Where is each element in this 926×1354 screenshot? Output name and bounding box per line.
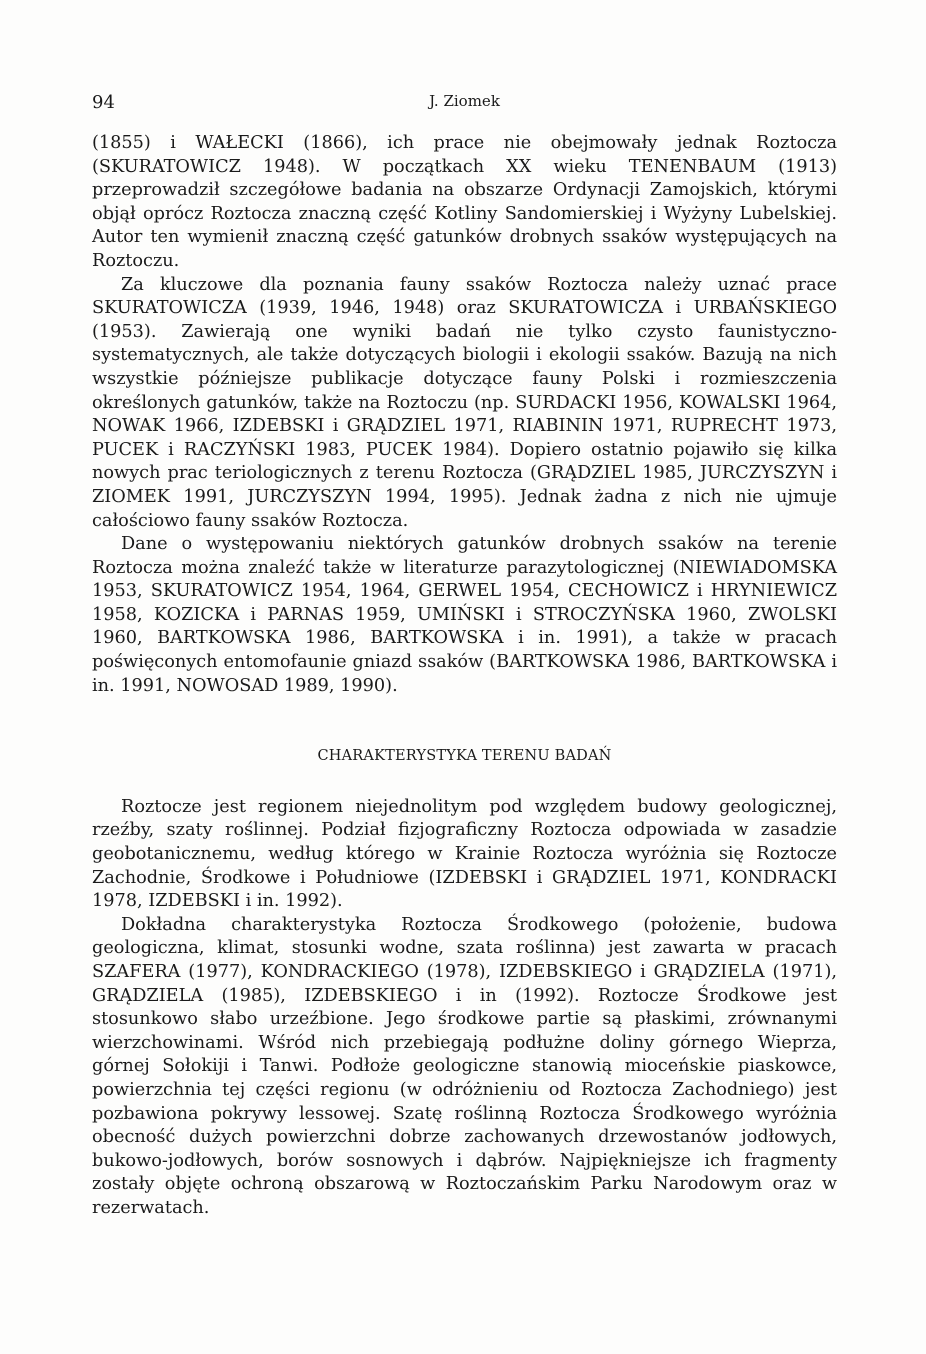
paragraph: Za kluczowe dla poznania fauny ssaków Roztocza należy uznać prace SKURATOWICZA (1939, 1946, 1948) oraz SKURATOWICZA i URBAŃSKIEGO (1953). Zawierają one wyniki badań nie tylko czysto faunistyczno-systematycznych, ale także dotyczących biologii i ekologii ssaków. Bazują na nich wszystkie późniejsze publikacje dotyczące fauny Polski i rozmieszczenia określonych gatunków, także na Roztoczu (np. SURDACKI 1956, KOWALSKI 1964, NOWAK 1966, IZDEBSKI i GRĄDZIEL 1971, RIABININ 1971, RUPRECHT 1973, PUCEK i RACZYŃSKI 1983, PUCEK 1984). Dopiero ostatnio pojawiło się kilka nowych prac teriologicznych z terenu Roztocza (GRĄDZIEL 1985, JURCZYSZYN i ZIOMEK 1991, JURCZYSZYN 1994, 1995). Jednak żadna z nich nie ujmuje całościowo fauny ssaków Roztocza. (92, 274, 837, 531)
paragraph: Dokładna charakterystyka Roztocza Środkowego (położenie, budowa geologiczna, klimat, stosunki wodne, szata roślinna) jest zawarta w pracach SZAFERA (1977), KONDRACKIEGO (1978), IZDEBSKIEGO i GRĄDZIELA (1971), GRĄDZIELA (1985), IZDEBSKIEGO i in (1992). Roztocze Środkowe jest stosunkowo słabo urzeźbione. Jego środkowe partie są płaskimi, zrównanymi wierzchowinami. Wśród nich przebiegają podłużne doliny górnego Wieprza, górnej Sołokiji i Tanwi. Podłoże geologiczne stanowią mioceńskie piaskowce, powierzchnia tej części regionu (w odróżnieniu od Roztocza Zachodniego) jest pozbawiona pokrywy lessowej. Szatę roślinną Roztocza Środkowego wyróżnia obecność dużych powierzchni dobrze zachowanych drzewostanów jodłowych, bukowo-jodłowych, borów sosnowych i dąbrów. Najpiękniejsze ich fragmenty zostały objęte ochroną obszarową w Roztoczańskim Parku Narodowym oraz w rezerwatach. (92, 914, 837, 1218)
page-number: 94 (92, 92, 115, 113)
paragraph: Dane o występowaniu niektórych gatunków drobnych ssaków na terenie Roztocza można znaleźć także w literaturze parazytologicznej (NIEWIADOMSKA 1953, SKURATOWICZ 1954, 1964, GERWEL 1954, CECHOWICZ i HRYNIEWICZ 1958, KOZICKA i PARNAS 1959, UMIŃSKI i STROCZYŃSKA 1960, ZWOLSKI 1960, BARTKOWSKA 1986, BARTKOWSKA i in. 1991), a także w pracach poświęconych entomofaunie gniazd ssaków (BARTKOWSKA 1986, BARTKOWSKA i in. 1991, NOWOSAD 1989, 1990). (92, 534, 837, 696)
page-header (92, 92, 837, 116)
paragraph-continuation: (1855) i WAŁECKI (1866), ich prace nie obejmowały jednak Roztocza (SKURATOWICZ 1948). W początkach XX wieku TENENBAUM (1913) przeprowadził szczegółowe badania na obszarze Ordynacji Zamojskich, którymi objął oprócz Roztocza znaczną część Kotliny Sandomierskiej i Wyżyny Lubelskiej. Autor ten wymienił znaczną część gatunków drobnych ssaków występujących na Roztoczu. (92, 133, 837, 271)
running-head: J. Ziomek (429, 92, 500, 110)
body-text (92, 132, 837, 1221)
section-heading: CHARAKTERYSTYKA TERENU BADAŃ (317, 748, 612, 765)
paragraph: Roztocze jest regionem niejednolitym pod względem budowy geologicznej, rzeźby, szaty roślinnej. Podział fizjograficzny Roztocza odpowiada w zasadzie geobotanicznemu, według którego w Krainie Roztocza wyróżnia się Roztocze Zachodnie, Środkowe i Południowe (IZDEBSKI i GRĄDZIEL 1971, KONDRACKI 1978, IZDEBSKI i in. 1992). (92, 796, 837, 912)
